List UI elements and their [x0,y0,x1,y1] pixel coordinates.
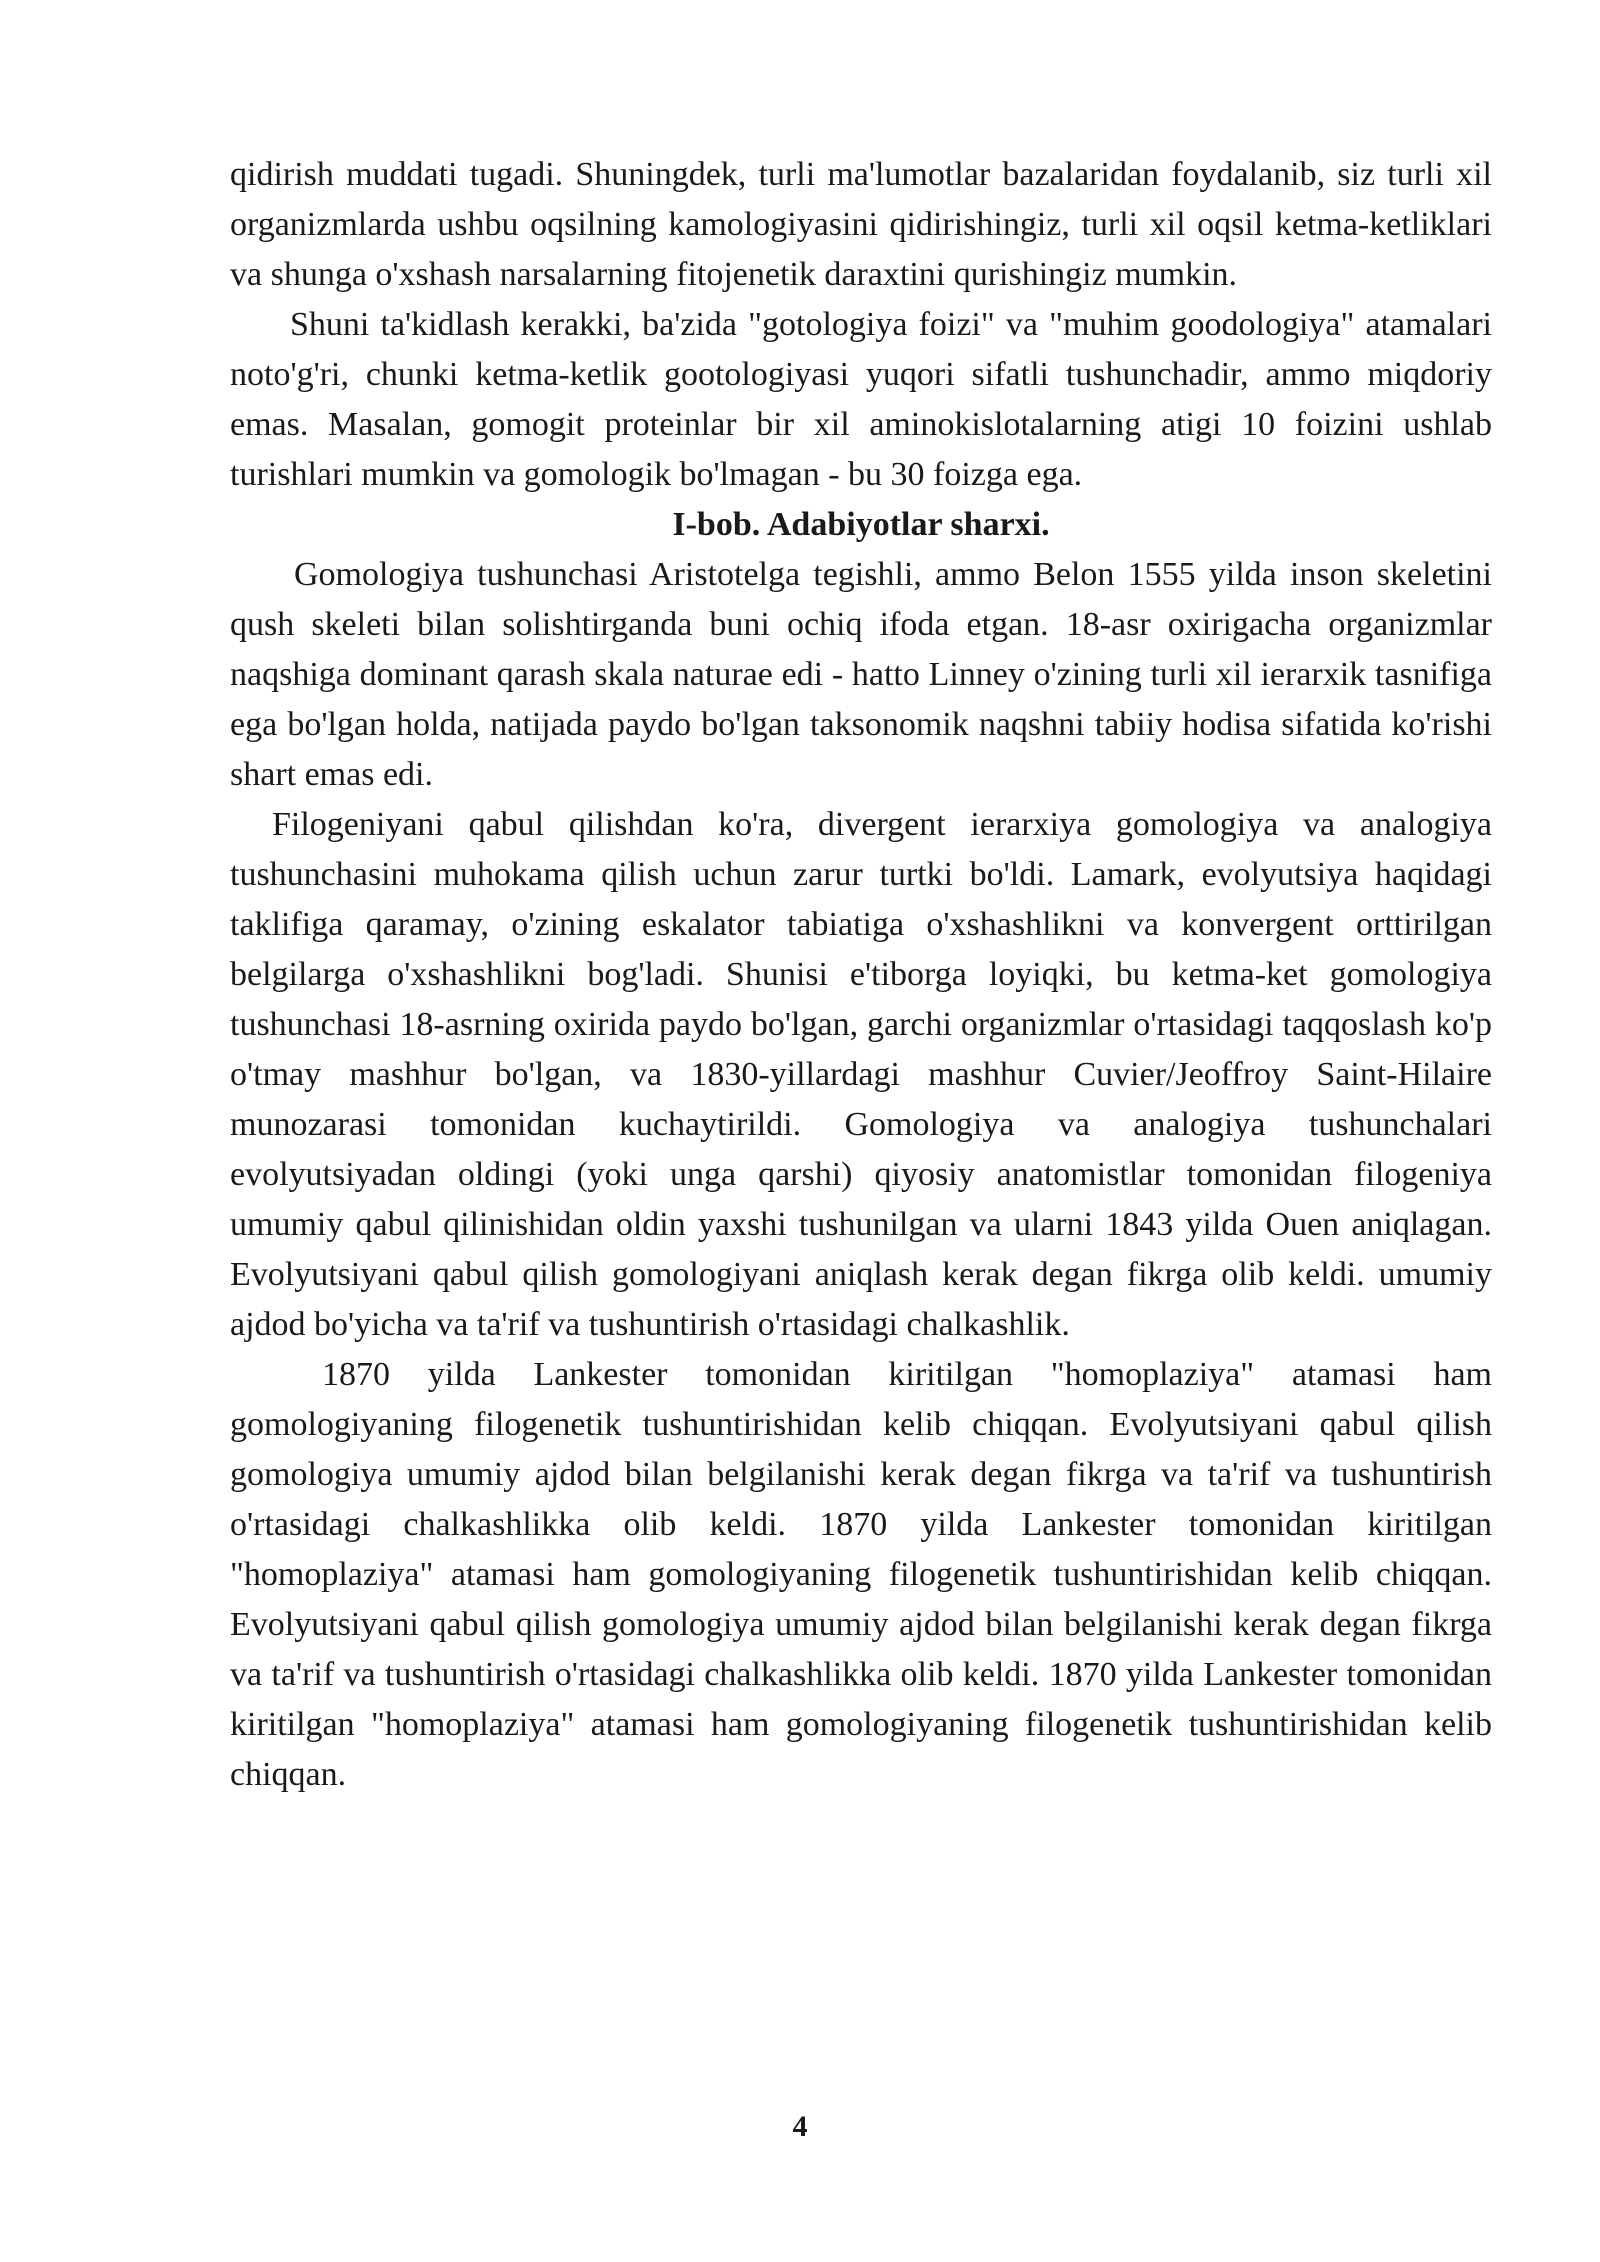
document-page [230,150,1492,1800]
paragraph-homology-history: Gomologiya tushunchasi Aristotelga tegishli, ammo Belon 1555 yilda inson skeletini qush skeleti bilan solishtirganda buni ochiq ifoda etgan. 18-asr oxirigacha organizmlar naqshiga dominant qarash skala naturae edi - hatto Linney o'zining turli xil ierarxik tasnifiga ega bo'lgan holda, natijada paydo bo'lgan taksonomik naqshni tabiiy hodisa sifatida ko'rishi shart emas edi. [230,556,1492,793]
chapter-heading: I-bob. Adabiyotlar sharxi. [672,506,1050,543]
page-number: 4 [792,2110,808,2143]
paragraph-homoplasy: 1870 yilda Lankester tomonidan kiritilgan "homoplaziya" atamasi ham gomologiyaning filogenetik tushuntirishidan kelib chiqqan. Evolyutsiyani qabul qilish gomologiya umumiy ajdod bilan belgilanishi kerak degan fikrga va ta'rif va tushuntirish o'rtasidagi chalkashlikka olib keldi. 1870 yilda Lankester tomonidan kiritilgan "homoplaziya" atamasi ham gomologiyaning filogenetik tushuntirishidan kelib chiqqan. Evolyutsiyani qabul qilish gomologiya umumiy ajdod bilan belgilanishi kerak degan fikrga va ta'rif va tushuntirish o'rtasidagi chalkashlikka olib keldi. 1870 yilda Lankester tomonidan kiritilgan "homoplaziya" atamasi ham gomologiyaning filogenetik tushuntirishidan kelib chiqqan. [230,1356,1492,1793]
paragraph-terminology-note: Shuni ta'kidlash kerakki, ba'zida "gotologiya foizi" va "muhim goodologiya" atamalari noto'g'ri, chunki ketma-ketlik gootologiyasi yuqori sifatli tushunchadir, ammo miqdoriy emas. Masalan, gomogit proteinlar bir xil aminokislotalarning atigi 10 foizini ushlab turishlari mumkin va gomologik bo'lmagan - bu 30 foizga ega. [230,306,1492,493]
paragraph-phylogeny: Filogeniyani qabul qilishdan ko'ra, divergent ierarxiya gomologiya va analogiya tushunchasini muhokama qilish uchun zarur turtki bo'ldi. Lamark, evolyutsiya haqidagi taklifiga qaramay, o'zining eskalator tabiatiga o'xshashlikni va konvergent orttirilgan belgilarga o'xshashlikni bog'ladi. Shunisi e'tiborga loyiqki, bu ketma-ket gomologiya tushunchasi 18-asrning oxirida paydo bo'lgan, garchi organizmlar o'rtasidagi taqqoslash ko'p o'tmay mashhur bo'lgan, va 1830-yillardagi mashhur Cuvier/Jeoffroy Saint-Hilaire munozarasi tomonidan kuchaytirildi. Gomologiya va analogiya tushunchalari evolyutsiyadan oldingi (yoki unga qarshi) qiyosiy anatomistlar tomonidan filogeniya umumiy qabul qilinishidan oldin yaxshi tushunilgan va ularni 1843 yilda Ouen aniqlagan. Evolyutsiyani qabul qilish gomologiyani aniqlash kerak degan fikrga olib keldi. umumiy ajdod bo'yicha va ta'rif va tushuntirish o'rtasidagi chalkashlik. [230,806,1492,1343]
paragraph-continuation: qidirish muddati tugadi. Shuningdek, turli ma'lumotlar bazalaridan foydalanib, siz turli xil organizmlarda ushbu oqsilning kamologiyasini qidirishingiz, turli xil oqsil ketma-ketliklari va shunga o'xshash narsalarning fitojenetik daraxtini qurishingiz mumkin. [230,156,1492,293]
